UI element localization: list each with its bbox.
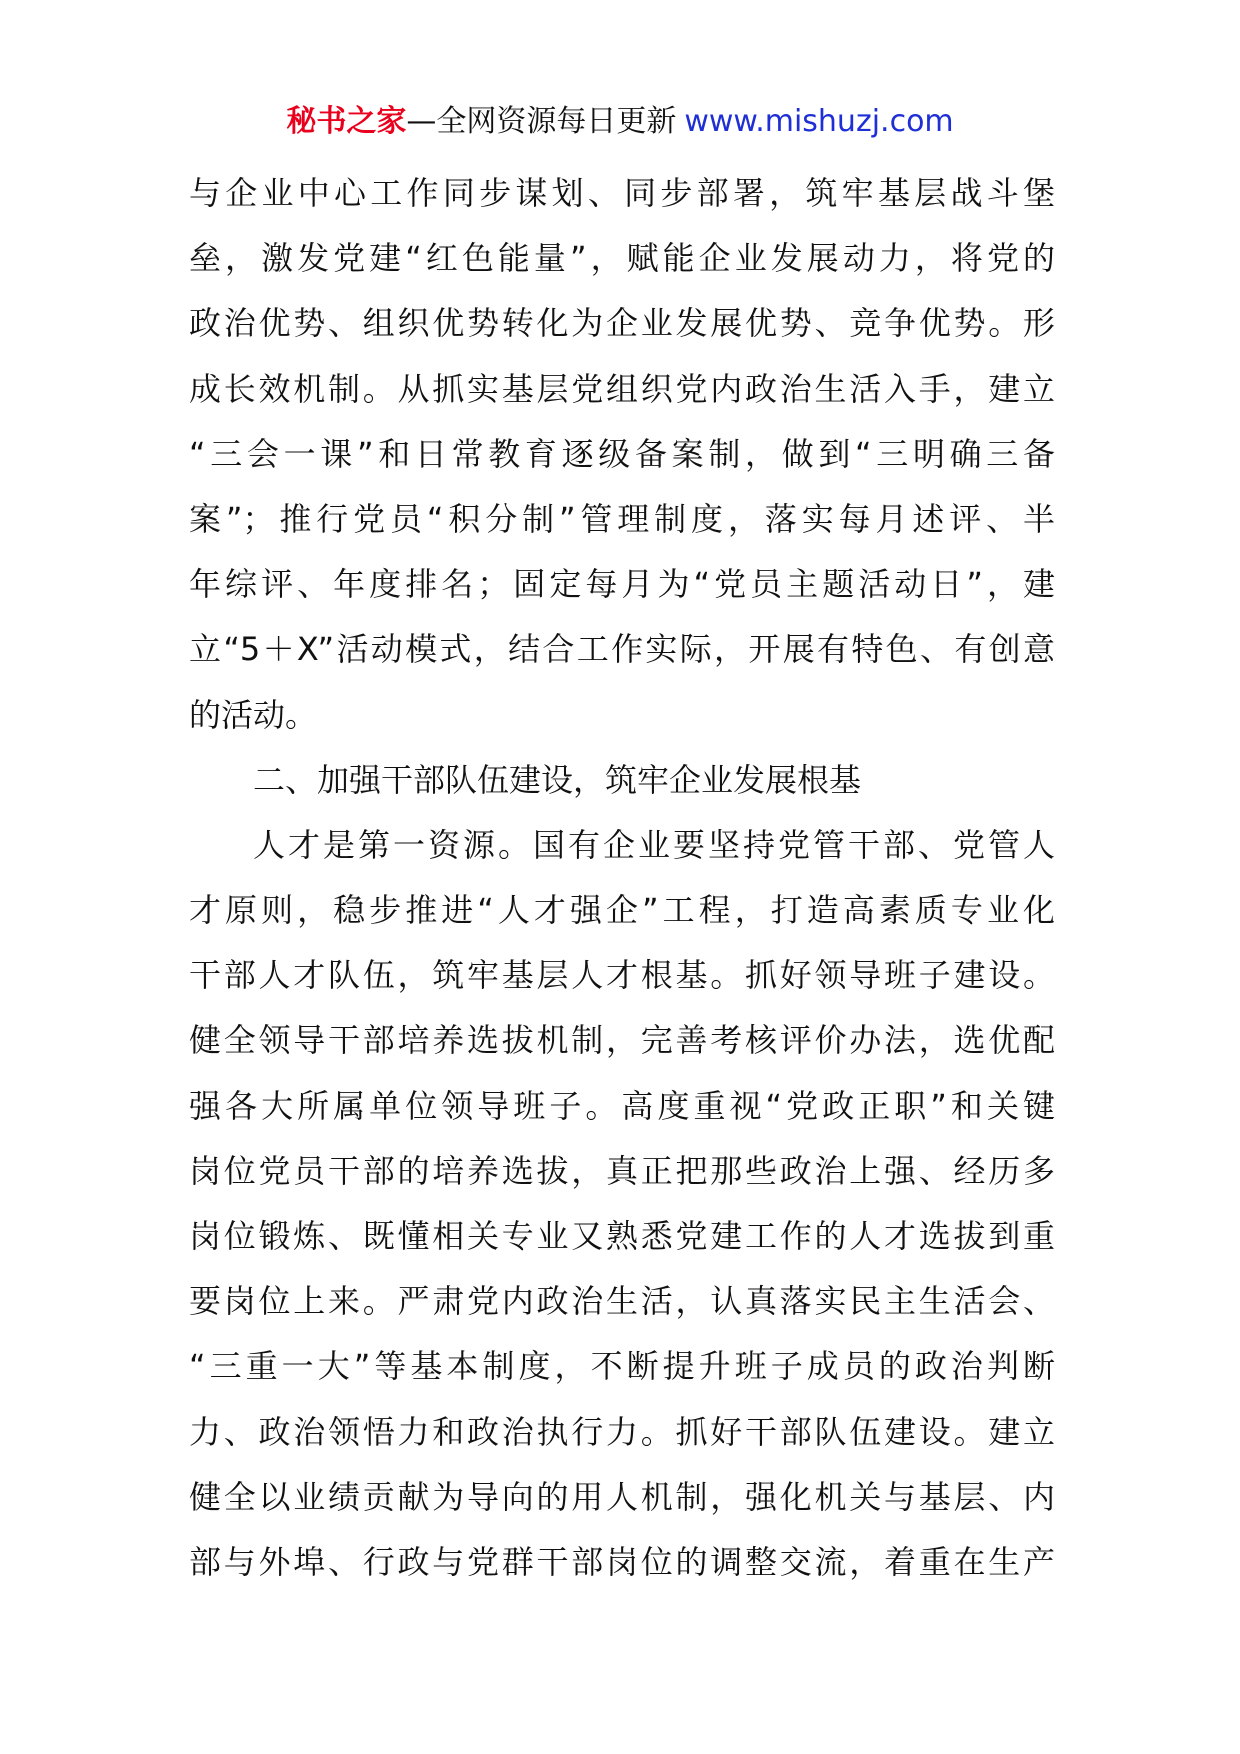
paragraph-first-line: 人才是第一资源。国有企业要坚持党管干部、党管人 <box>253 825 1055 864</box>
body-line: 立“5＋X”活动模式，结合工作实际，开展有特色、有创意 <box>189 630 1055 669</box>
page-header <box>0 100 1240 144</box>
document-body <box>189 161 1055 1595</box>
body-line: 强各大所属单位领导班子。高度重视“党政正职”和关键 <box>189 1086 1055 1125</box>
body-line: 力、政治领悟力和政治执行力。抓好干部队伍建设。建立 <box>189 1412 1055 1451</box>
body-line: “三重一大”等基本制度，不断提升班子成员的政治判断 <box>189 1347 1055 1386</box>
body-line: 政治优势、组织优势转化为企业发展优势、竞争优势。形 <box>189 304 1055 343</box>
body-line: 健全以业绩贡献为导向的用人机制，强化机关与基层、内 <box>189 1477 1055 1516</box>
section-heading: 二、加强干部队伍建设，筑牢企业发展根基 <box>253 760 862 799</box>
body-line: 部与外埠、行政与党群干部岗位的调整交流，着重在生产 <box>189 1542 1055 1581</box>
body-line: “三会一课”和日常教育逐级备案制，做到“三明确三备 <box>189 434 1055 473</box>
body-line: 岗位党员干部的培养选拔，真正把那些政治上强、经历多 <box>189 1151 1055 1190</box>
brand-name: 秘书之家 <box>286 104 407 139</box>
body-line: 年综评、年度排名；固定每月为“党员主题活动日”，建 <box>189 565 1055 604</box>
site-url-link[interactable]: www.mishuzj.com <box>684 104 954 139</box>
body-line: 垒，激发党建“红色能量”，赋能企业发展动力，将党的 <box>189 239 1055 278</box>
body-line: 健全领导干部培养选拔机制，完善考核评价办法，选优配 <box>189 1021 1055 1060</box>
body-line: 案”；推行党员“积分制”管理制度，落实每月述评、半 <box>189 499 1055 538</box>
body-line: 与企业中心工作同步谋划、同步部署，筑牢基层战斗堡 <box>189 174 1055 212</box>
body-line: 岗位锻炼、既懂相关专业又熟悉党建工作的人才选拔到重 <box>189 1217 1055 1255</box>
body-line: 干部人才队伍，筑牢基层人才根基。抓好领导班子建设。 <box>189 956 1055 995</box>
body-line: 才原则，稳步推进“人才强企”工程，打造高素质专业化 <box>189 891 1055 930</box>
body-line: 要岗位上来。严肃党内政治生活，认真落实民主生活会、 <box>189 1282 1055 1321</box>
body-line: 成长效机制。从抓实基层党组织党内政治生活入手，建立 <box>189 369 1055 408</box>
header-tagline: —全网资源每日更新 <box>406 104 677 139</box>
body-line: 的活动。 <box>189 695 318 734</box>
